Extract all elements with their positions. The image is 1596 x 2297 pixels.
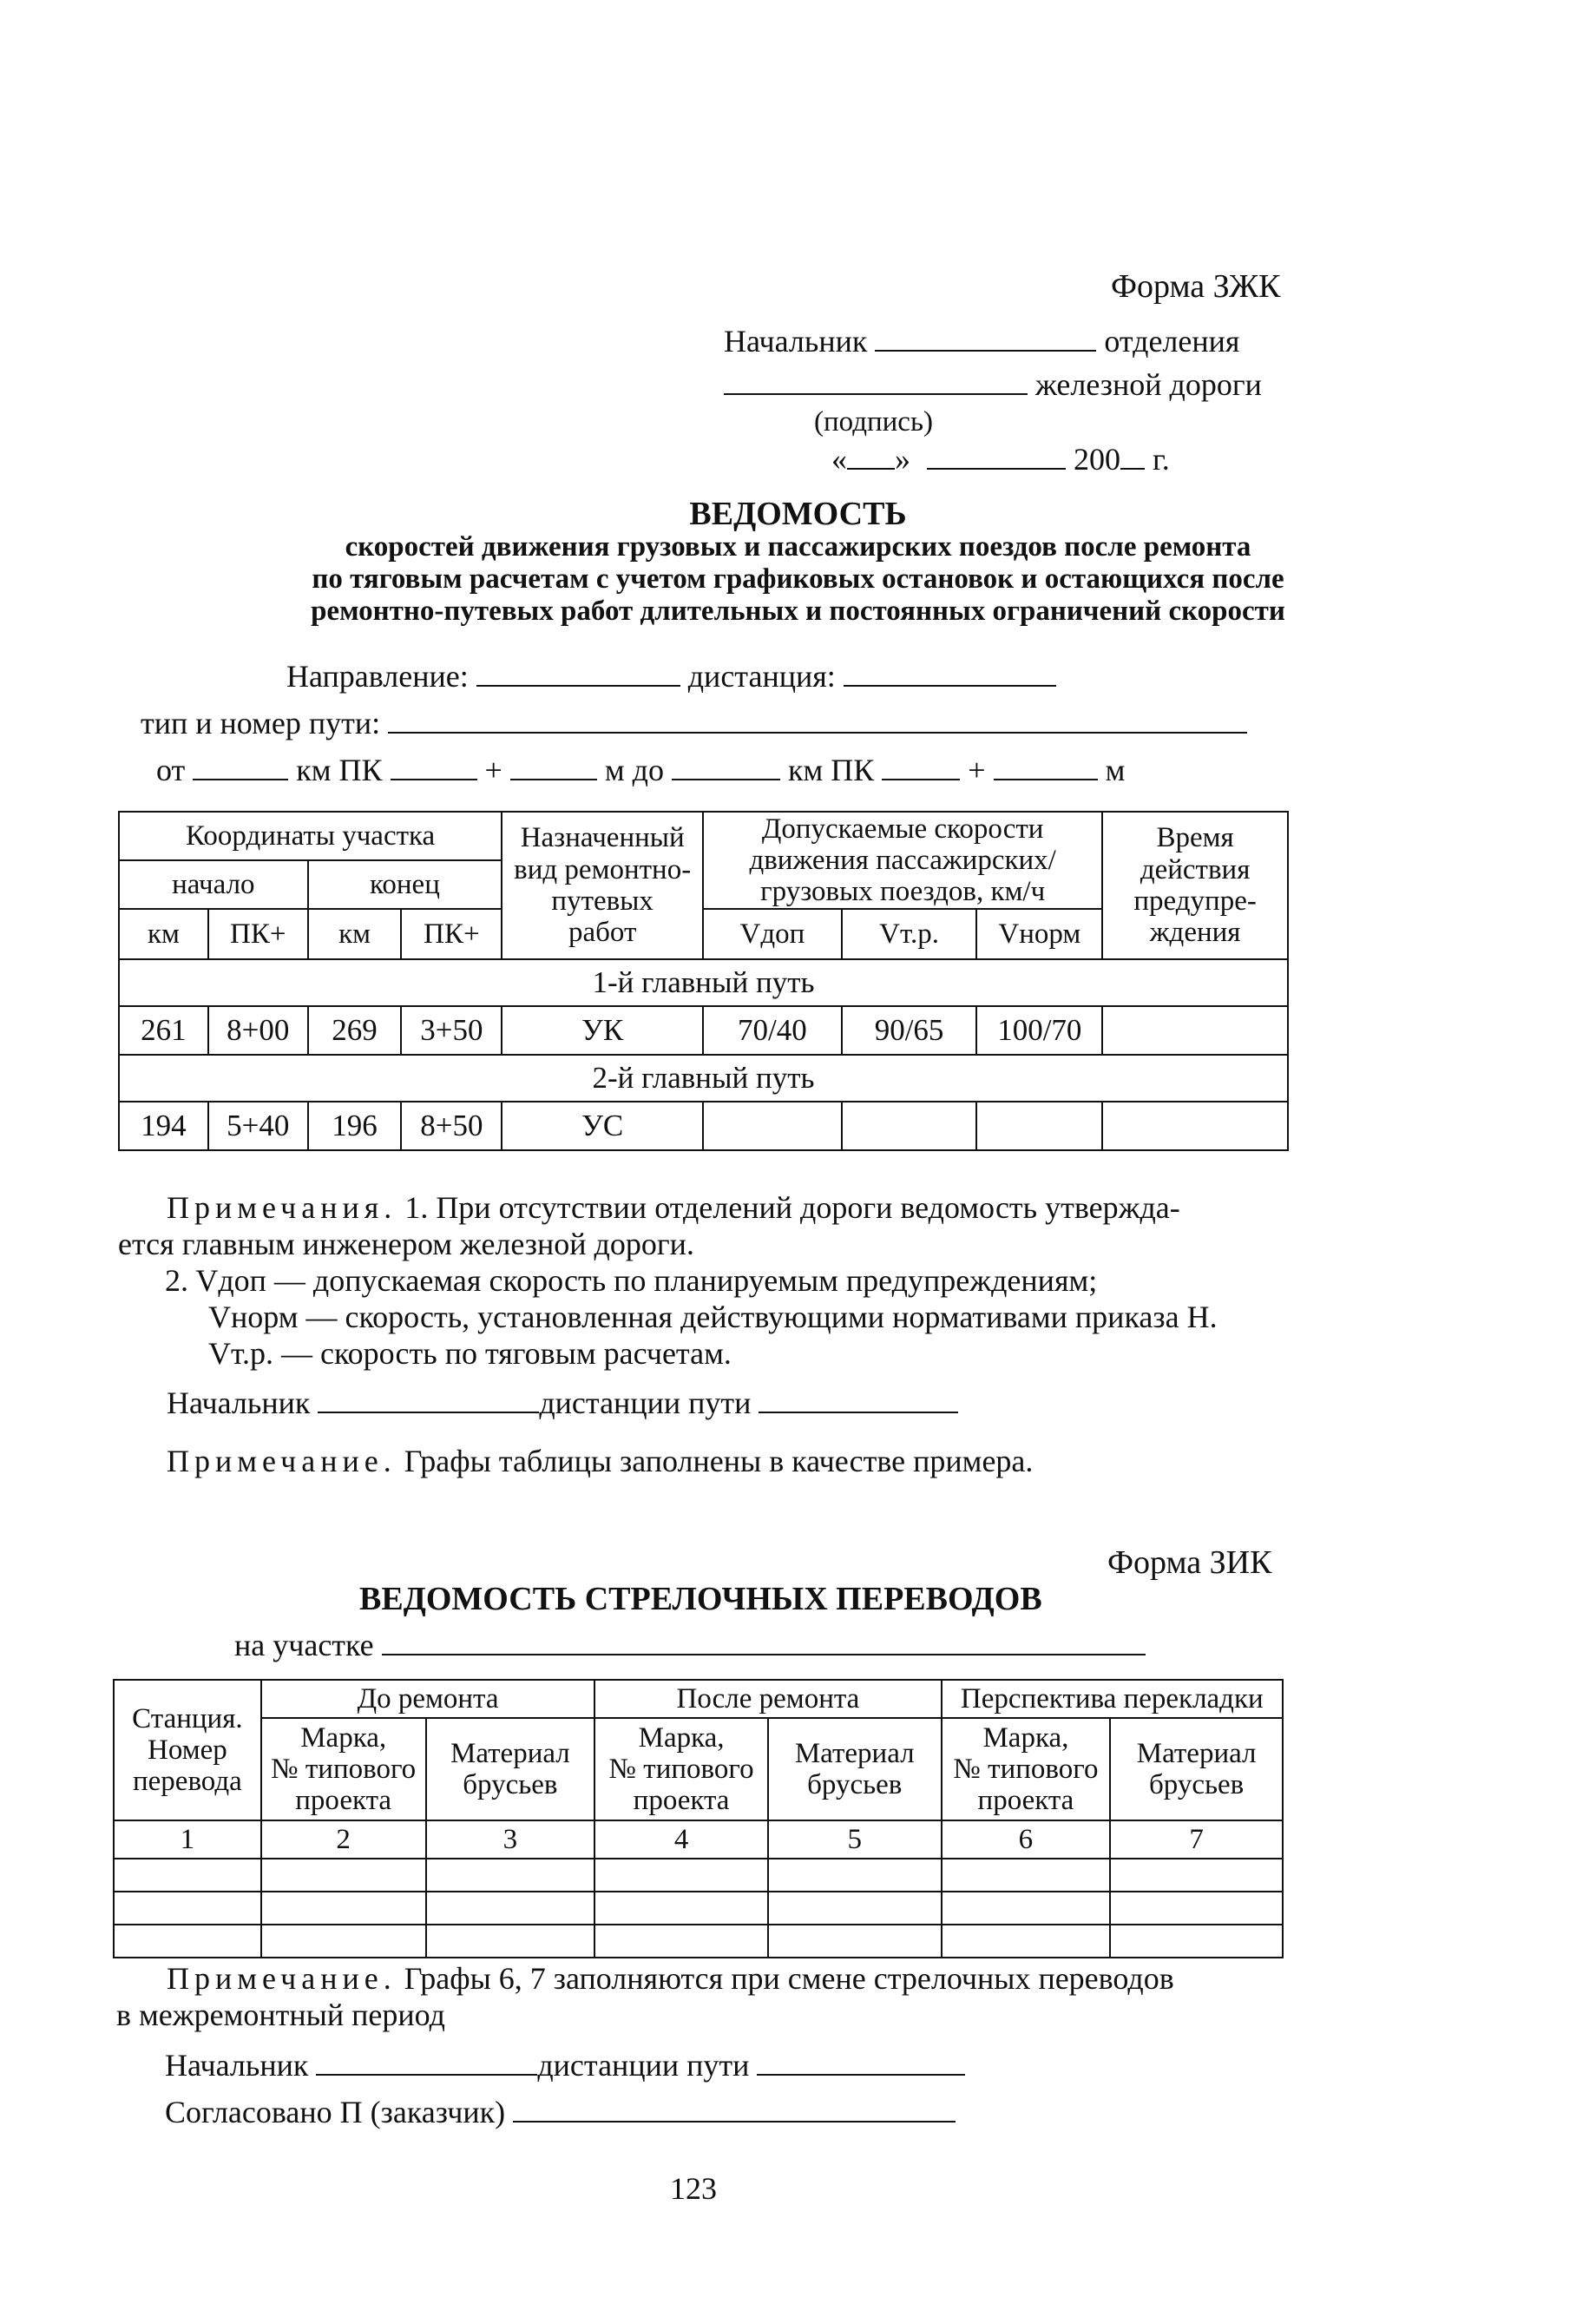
table-cell: 100/70 <box>976 1006 1102 1055</box>
time-header-line-1: Время <box>1156 822 1234 854</box>
column-number: 6 <box>942 1820 1111 1859</box>
signature-distance-blank[interactable] <box>759 1411 958 1413</box>
approver-label: Начальник <box>724 324 868 359</box>
mark-line-2: № типового <box>953 1753 1099 1785</box>
range-m-label: м <box>1105 753 1126 787</box>
note-2-line-2: Vнорм — скорость, установленная действующими нормативами приказа Н. <box>208 1300 1218 1334</box>
agreed-row <box>165 2094 956 2130</box>
empty-cell[interactable] <box>1110 1925 1283 1958</box>
station-header-line-1: Станция. <box>132 1702 243 1734</box>
range-m-to-blank[interactable] <box>994 778 1098 780</box>
mark-line-3: проекта <box>633 1785 730 1817</box>
notes-heading: Примечания. <box>167 1190 397 1225</box>
range-m-from-blank[interactable] <box>510 778 597 780</box>
range-km-from-blank[interactable] <box>193 778 288 780</box>
table-row <box>119 1102 1288 1150</box>
empty-cell[interactable] <box>768 1925 942 1958</box>
section-track-2: 2-й главный путь <box>119 1055 1288 1102</box>
track-row <box>141 705 1247 741</box>
approval-date <box>831 441 1170 477</box>
range-plus-1: + <box>484 753 502 787</box>
speed-table <box>118 811 1289 1151</box>
document-title: ВЕДОМОСТЬ <box>689 496 907 532</box>
time-header <box>1102 812 1288 959</box>
column-number: 5 <box>768 1820 942 1859</box>
speeds-header-line-3: грузовых поездов, км/ч <box>760 876 1046 908</box>
table-cell <box>1102 1102 1288 1150</box>
empty-cell[interactable] <box>261 1892 426 1925</box>
date-day-blank[interactable] <box>847 467 895 470</box>
work-type-header <box>502 812 703 959</box>
empty-row <box>114 1859 1283 1892</box>
distance-blank[interactable] <box>844 684 1056 687</box>
table-cell: 196 <box>308 1102 402 1150</box>
distance-label: дистанция: <box>687 659 836 694</box>
table-cell: УК <box>502 1006 703 1055</box>
approver-line-1 <box>724 323 1239 359</box>
empty-cell[interactable] <box>594 1892 768 1925</box>
mark-line-2: № типового <box>271 1753 417 1785</box>
approver-name-blank[interactable] <box>875 349 1096 352</box>
railway-name-blank[interactable] <box>724 392 1028 395</box>
notes-line-1 <box>167 1189 1180 1226</box>
work-type-line-2: вид ремонтно- <box>514 853 692 885</box>
empty-cell[interactable] <box>114 1925 261 1958</box>
direction-blank[interactable] <box>476 684 680 687</box>
form-label: Форма ЗЖК <box>1111 268 1281 305</box>
mark-header <box>261 1718 426 1820</box>
range-pk-from-blank[interactable] <box>391 778 477 780</box>
agreed-label: Согласовано П (заказчик) <box>165 2095 506 2129</box>
work-type-line-4: работ <box>568 917 637 949</box>
mark-line-1: Марка, <box>638 1721 725 1754</box>
table-cell: 269 <box>308 1006 402 1055</box>
end-header: конец <box>308 860 502 909</box>
table-cell: 5+40 <box>208 1102 308 1150</box>
subtitle-line-1: скоростей движения грузовых и пассажирских поездов после ремонта <box>345 531 1251 563</box>
track-label: тип и номер пути: <box>141 706 381 740</box>
mark-header <box>942 1718 1111 1820</box>
table-row <box>119 1006 1288 1055</box>
coords-header: Координаты участка <box>119 812 502 860</box>
date-year-suffix: г. <box>1153 442 1170 477</box>
speeds-header-line-1: Допускаемые скорости <box>761 813 1044 845</box>
pk-start-header: ПК+ <box>208 909 308 959</box>
table-cell <box>1102 1006 1288 1055</box>
empty-cell[interactable] <box>1110 1859 1283 1892</box>
form2-note <box>167 1960 1174 1997</box>
form2-note-line-2: в межремонтный период <box>116 1998 445 2032</box>
work-type-line-1: Назначенный <box>520 822 685 854</box>
section-label: на участке <box>234 1628 374 1662</box>
column-number-row <box>114 1820 1283 1859</box>
empty-cell[interactable] <box>768 1892 942 1925</box>
range-km-pk-label-1: км ПК <box>296 753 383 787</box>
note-example <box>167 1443 1033 1479</box>
table-cell <box>842 1102 977 1150</box>
after-repair-header: После ремонта <box>594 1680 941 1718</box>
note-1-line-1: 1. При отсутствии отделений дороги ведомость утвержда- <box>404 1190 1180 1225</box>
range-plus-2: + <box>968 753 986 787</box>
empty-cell[interactable] <box>261 1925 426 1958</box>
empty-cell[interactable] <box>114 1892 261 1925</box>
mark-line-3: проекта <box>295 1785 392 1817</box>
empty-cell[interactable] <box>594 1859 768 1892</box>
column-number: 7 <box>1110 1820 1283 1859</box>
station-header-line-3: перевода <box>133 1766 242 1798</box>
speeds-header-line-2: движения пассажирских/ <box>749 844 1056 876</box>
range-row <box>156 752 1125 788</box>
note-example-text: Графы таблицы заполнены в качестве примера. <box>404 1444 1034 1478</box>
signature-name-blank-2[interactable] <box>316 2073 537 2076</box>
table-cell: 194 <box>119 1102 208 1150</box>
before-repair-header: До ремонта <box>261 1680 594 1718</box>
date-quote-open: « <box>831 442 847 477</box>
empty-cell[interactable] <box>594 1925 768 1958</box>
empty-cell[interactable] <box>768 1859 942 1892</box>
signature-name-blank[interactable] <box>318 1411 539 1413</box>
date-quote-close: » <box>895 442 910 477</box>
empty-cell[interactable] <box>942 1925 1111 1958</box>
signature-row-2 <box>165 2047 965 2083</box>
railway-tail: железной дороги <box>1035 367 1262 402</box>
empty-cell[interactable] <box>261 1859 426 1892</box>
section-blank[interactable] <box>382 1653 1146 1655</box>
form2-label: Форма ЗИК <box>1107 1544 1272 1581</box>
mark-header <box>594 1718 768 1820</box>
table-cell: 70/40 <box>703 1006 842 1055</box>
section-row <box>234 1627 1146 1663</box>
direction-row <box>286 658 1056 694</box>
section-track-1: 1-й главный путь <box>119 959 1288 1006</box>
material-header <box>426 1718 595 1820</box>
empty-cell[interactable] <box>426 1925 595 1958</box>
column-number: 2 <box>261 1820 426 1859</box>
form2-title: ВЕДОМОСТЬ СТРЕЛОЧНЫХ ПЕРЕВОДОВ <box>359 1581 1042 1617</box>
empty-cell[interactable] <box>942 1859 1111 1892</box>
note-2-line-1: 2. Vдоп — допускаемая скорость по планируемым предупреждениям; <box>165 1263 1098 1298</box>
column-number: 1 <box>114 1820 261 1859</box>
v-tr-header: Vт.р. <box>842 909 977 959</box>
form2-note-heading: Примечание. <box>167 1961 397 1996</box>
signature-row-1 <box>167 1385 958 1421</box>
material-line-2: брусьев <box>807 1769 903 1800</box>
table-cell: 90/65 <box>842 1006 977 1055</box>
table-cell: 8+00 <box>208 1006 308 1055</box>
station-header-line-2: Номер <box>148 1734 227 1766</box>
km-end-header: км <box>308 909 402 959</box>
signature-tail-2: дистанции пути <box>537 2048 750 2083</box>
range-m-to-label: м до <box>604 753 664 787</box>
document-subtitle <box>0 531 1596 628</box>
subtitle-line-3: ремонтно-путевых работ длительных и постоянных ограничений скорости <box>311 595 1285 627</box>
note-2-line-3: Vт.р. — скорость по тяговым расчетам. <box>208 1336 732 1371</box>
signature-caption: (подпись) <box>814 406 933 438</box>
form2-note-line-1: Графы 6, 7 заполняются при смене стрелочных переводов <box>404 1961 1174 1996</box>
signature-label: Начальник <box>167 1385 311 1420</box>
signature-tail: дистанции пути <box>539 1385 752 1420</box>
date-month-blank[interactable] <box>927 467 1066 470</box>
empty-cell[interactable] <box>426 1859 595 1892</box>
column-number: 3 <box>426 1820 595 1859</box>
empty-cell[interactable] <box>426 1892 595 1925</box>
range-km-pk-label-2: км ПК <box>787 753 875 787</box>
km-start-header: км <box>119 909 208 959</box>
page-number: 123 <box>670 2171 717 2206</box>
empty-cell[interactable] <box>114 1859 261 1892</box>
start-header: начало <box>119 860 308 909</box>
mark-line-2: № типового <box>608 1753 754 1785</box>
table-cell: 8+50 <box>401 1102 502 1150</box>
date-year-blank[interactable] <box>1120 467 1145 470</box>
material-line-2: брусьев <box>1148 1769 1245 1800</box>
material-header <box>1110 1718 1283 1820</box>
subtitle-line-2: по тяговым расчетам с учетом графиковых остановок и остающихся после <box>312 563 1284 595</box>
table-cell <box>703 1102 842 1150</box>
empty-row <box>114 1925 1283 1958</box>
track-blank[interactable] <box>388 731 1247 734</box>
prospect-header: Перспектива перекладки <box>942 1680 1283 1718</box>
mark-line-3: проекта <box>977 1785 1074 1817</box>
mark-line-1: Марка, <box>982 1721 1069 1754</box>
agreed-blank[interactable] <box>513 2120 956 2123</box>
speeds-header <box>703 812 1102 909</box>
range-pk-to-blank[interactable] <box>882 778 960 780</box>
empty-cell[interactable] <box>1110 1892 1283 1925</box>
column-number: 4 <box>594 1820 768 1859</box>
signature-distance-blank-2[interactable] <box>757 2073 965 2076</box>
range-from-label: от <box>156 753 186 787</box>
material-header <box>768 1718 942 1820</box>
date-year: 200 <box>1074 442 1120 477</box>
range-km-to-blank[interactable] <box>672 778 780 780</box>
signature-label-2: Начальник <box>165 2048 309 2083</box>
table-cell: 3+50 <box>401 1006 502 1055</box>
table-cell: 261 <box>119 1006 208 1055</box>
table-cell: УС <box>502 1102 703 1150</box>
pk-end-header: ПК+ <box>401 909 502 959</box>
direction-label: Направление: <box>286 659 469 694</box>
station-header <box>114 1680 261 1820</box>
note-1-line-2: ется главным инженером железной дороги. <box>118 1227 694 1261</box>
material-line-1: Материал <box>450 1737 570 1769</box>
approver-line-2 <box>724 366 1262 403</box>
v-norm-header: Vнорм <box>976 909 1102 959</box>
time-header-line-3: предупре- <box>1133 885 1257 917</box>
v-dop-header: Vдоп <box>703 909 842 959</box>
mark-line-1: Марка, <box>300 1721 387 1754</box>
switch-table <box>113 1679 1284 1958</box>
approver-tail: отделения <box>1104 324 1240 359</box>
empty-row <box>114 1892 1283 1925</box>
material-line-1: Материал <box>794 1737 915 1769</box>
table-cell <box>976 1102 1102 1150</box>
note-example-heading: Примечание. <box>167 1444 397 1478</box>
material-line-1: Материал <box>1136 1737 1257 1769</box>
time-header-line-4: ждения <box>1149 917 1241 949</box>
work-type-line-3: путевых <box>551 885 654 917</box>
material-line-2: брусьев <box>463 1769 558 1800</box>
time-header-line-2: действия <box>1140 853 1251 885</box>
empty-cell[interactable] <box>942 1892 1111 1925</box>
